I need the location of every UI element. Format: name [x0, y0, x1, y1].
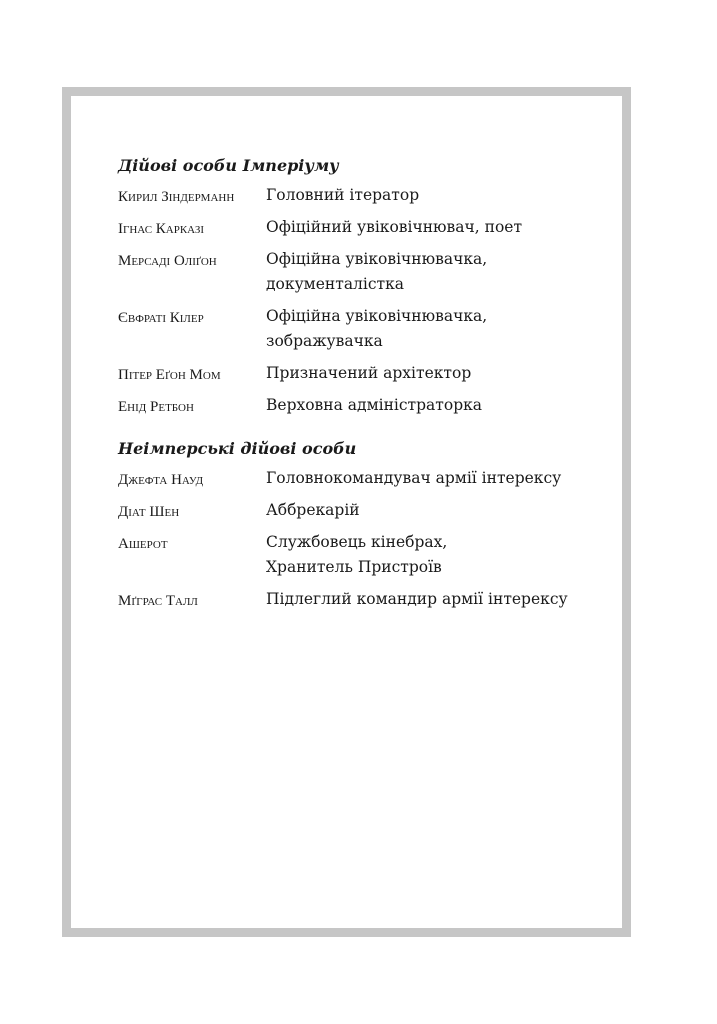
character-role	[266, 587, 618, 612]
character-entry	[118, 500, 618, 523]
section-title: Дійові особи Імперіуму	[118, 156, 339, 175]
character-entry	[118, 363, 618, 386]
role-line: Офіційний увіковічнювач, поет	[266, 218, 523, 236]
role-line: Аббрекарій	[266, 501, 360, 519]
role-line: документалістка	[266, 275, 405, 293]
character-name: Кирил Зіндерманн	[118, 189, 235, 205]
role-line: Офіційна увіковічнювачка,	[266, 250, 488, 268]
role-line: Головнокомандувач армії інтерексу	[266, 469, 562, 487]
character-entry	[118, 589, 618, 612]
character-role	[266, 304, 618, 354]
character-name: Діат Шен	[118, 504, 180, 520]
character-role	[266, 498, 618, 523]
character-entry	[118, 532, 618, 580]
role-line: Службовець кінебрах,	[266, 533, 448, 551]
character-entry	[118, 185, 618, 208]
character-role	[266, 215, 618, 240]
section-non-imperial	[118, 439, 618, 621]
character-name: Ашерот	[118, 536, 168, 552]
character-name: Енід Ретбон	[118, 399, 194, 415]
character-role	[266, 361, 618, 386]
role-line: Призначений архітектор	[266, 364, 472, 382]
character-role	[266, 530, 618, 580]
role-line: Офіційна увіковічнювачка,	[266, 307, 488, 325]
character-name: Мерсаді Оліґон	[118, 253, 217, 269]
character-name: Ігнас Карказі	[118, 221, 205, 237]
character-name: Пітер Еґон Мом	[118, 367, 221, 383]
character-role	[266, 466, 618, 491]
character-name: Євфраті Кілер	[118, 310, 204, 326]
role-line: Головний ітератор	[266, 186, 420, 204]
character-entry	[118, 249, 618, 297]
character-role	[266, 247, 618, 297]
role-line: Підлеглий командир армії інтерексу	[266, 590, 568, 608]
section-imperium	[118, 156, 618, 427]
character-role	[266, 183, 618, 208]
character-name: Мґграс Талл	[118, 593, 198, 609]
character-entry	[118, 395, 618, 418]
character-entry	[118, 217, 618, 240]
character-entry	[118, 306, 618, 354]
character-name: Джефта Науд	[118, 472, 204, 488]
role-line: Хранитель Пристроїв	[266, 558, 442, 576]
page-frame	[62, 87, 631, 937]
character-entry	[118, 468, 618, 491]
role-line: Верховна адміністраторка	[266, 396, 483, 414]
role-line: зображувачка	[266, 332, 383, 350]
section-title: Неімперські дійові особи	[118, 439, 357, 458]
character-role	[266, 393, 618, 418]
